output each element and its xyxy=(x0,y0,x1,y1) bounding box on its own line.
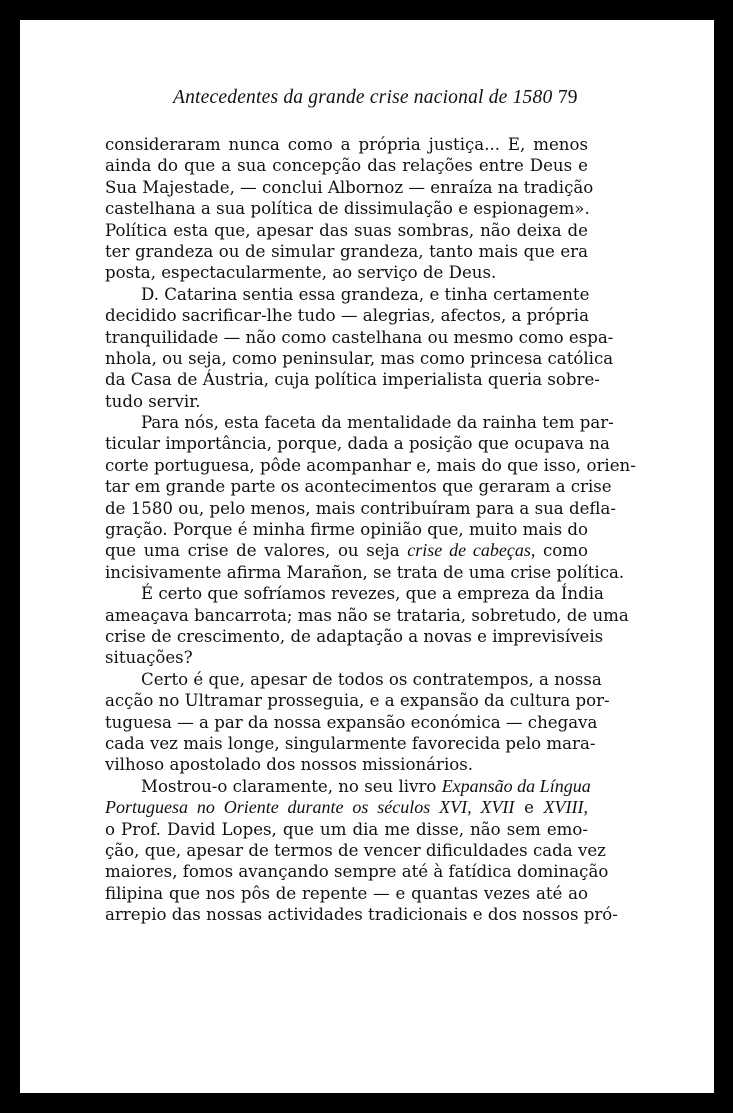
paragraph-first-line xyxy=(105,775,591,797)
line-text: Mostrou-o claramente, no seu livro xyxy=(141,776,442,796)
line-text: tuguesa — a par da nossa expansão económica — chegava xyxy=(105,712,598,732)
line-text: castelhana a sua política de dissimulação e espionagem». xyxy=(105,199,590,219)
line-text: consideraram nunca como a própria justiça... E, menos xyxy=(105,135,588,154)
text-line xyxy=(105,904,618,925)
text-line xyxy=(105,819,588,840)
line-text: ticular importância, porque, dada a posição que ocupava na xyxy=(105,434,610,454)
text-line xyxy=(105,647,588,668)
line-text: Sua Majestade, — conclui Albornoz — enraíza na tradição xyxy=(105,177,594,197)
line-text: cada vez mais longe, singularmente favorecida pelo mara- xyxy=(105,733,596,753)
text-line xyxy=(105,861,609,882)
line-text: tranquilidade — não como castelhana ou mesmo como espa- xyxy=(105,327,614,347)
line-text: acção no Ultramar prosseguia, e a expansão da cultura por- xyxy=(105,691,610,711)
book-title-italic: XVIII, xyxy=(543,797,589,818)
line-text: como xyxy=(535,541,588,561)
line-text: crise de crescimento, de adaptação a novas e imprevisíveis xyxy=(105,626,604,646)
text-line xyxy=(105,476,612,497)
page-number: 79 xyxy=(558,87,578,108)
text-line xyxy=(105,605,629,626)
book-title-italic: Expansão da Língua xyxy=(441,775,591,796)
paragraph-first-line xyxy=(105,583,604,604)
text-line xyxy=(105,391,588,412)
text-line xyxy=(105,305,588,326)
text-line xyxy=(105,733,596,754)
text-line xyxy=(105,455,636,476)
text-line xyxy=(105,562,625,583)
text-line xyxy=(105,348,614,369)
text-line xyxy=(105,540,588,561)
text-line xyxy=(105,262,588,283)
line-text: da Casa de Áustria, cuja política imperialista queria sobre- xyxy=(105,370,600,390)
line-text: tar em grande parte os acontecimentos que geraram a crise xyxy=(105,477,612,497)
line-text: Certo é que, apesar de todos os contratempos, a nossa xyxy=(141,669,602,689)
paragraph-first-line xyxy=(105,284,588,305)
line-text: de 1580 ou, pelo menos, mais contribuíram para a sua defla- xyxy=(105,498,616,518)
line-text: ter grandeza ou de simular grandeza, tanto mais que era xyxy=(105,241,588,261)
text-line xyxy=(105,626,604,647)
text-line xyxy=(105,155,588,176)
line-text: Política esta que, apesar das suas sombras, não deixa de xyxy=(105,220,588,240)
body-text xyxy=(105,134,636,925)
line-text: que uma crise de valores, ou seja xyxy=(105,541,408,561)
text-line xyxy=(105,690,610,711)
line-text: nhola, ou seja, como peninsular, mas como princesa católica xyxy=(105,348,614,368)
text-line xyxy=(105,134,588,155)
line-text: decidido sacrificar-lhe tudo — alegrias, afectos, a própria xyxy=(105,306,589,326)
line-text: maiores, fomos avançando sempre até à fatídica dominação xyxy=(105,862,609,882)
text-line xyxy=(105,241,588,262)
paragraph-first-line xyxy=(105,412,614,433)
text-line xyxy=(105,883,588,904)
line-text: vilhoso apostolado dos nossos missionários. xyxy=(105,755,474,775)
line-text: ainda do que a sua concepção das relações entre Deus e xyxy=(105,156,588,176)
line-text: o Prof. David Lopes, que um dia me disse, não sem emo- xyxy=(105,819,588,839)
paragraph-first-line xyxy=(105,669,602,690)
line-text: tudo servir. xyxy=(105,391,201,411)
running-title: Antecedentes da grande crise nacional de 1580 xyxy=(173,87,553,108)
text-line xyxy=(105,177,594,198)
line-text: arrepio das nossas actividades tradicionais e dos nossos pró- xyxy=(105,905,618,925)
line-text: filipina que nos pôs de repente — e quantas vezes até ao xyxy=(105,883,588,903)
text-line xyxy=(105,754,588,775)
line-text: gração. Porque é minha firme opinião que, muito mais do xyxy=(105,520,588,540)
text-line xyxy=(105,369,600,390)
text-line xyxy=(105,433,610,454)
line-text: e xyxy=(514,798,544,818)
book-page xyxy=(20,20,714,1093)
text-line xyxy=(105,840,606,861)
page-header xyxy=(20,87,713,117)
text-line xyxy=(105,498,616,519)
text-line xyxy=(105,519,588,540)
line-text: ameaçava bancarrota; mas não se trataria, sobretudo, de uma xyxy=(105,605,629,625)
italic-phrase: crise de cabeças, xyxy=(407,540,536,561)
line-text: situações? xyxy=(105,648,193,668)
text-line xyxy=(105,327,614,348)
line-text: D. Catarina sentia essa grandeza, e tinha certamente xyxy=(141,284,590,304)
text-line xyxy=(105,797,588,818)
line-text: É certo que sofríamos revezes, que a empreza da Índia xyxy=(141,584,604,604)
line-text: ção, que, apesar de termos de vencer dificuldades cada vez xyxy=(105,840,606,860)
line-text: incisivamente afirma Marañon, se trata de uma crise política. xyxy=(105,562,625,582)
text-line xyxy=(105,220,588,241)
line-text: Para nós, esta faceta da mentalidade da rainha tem par- xyxy=(141,413,614,433)
book-title-italic: Portuguesa no Oriente durante os séculos XVI, XVII xyxy=(105,797,515,818)
text-line xyxy=(105,198,588,219)
line-text: posta, espectacularmente, ao serviço de Deus. xyxy=(105,263,497,283)
line-text: corte portuguesa, pôde acompanhar e, mais do que isso, orien- xyxy=(105,455,636,475)
text-line xyxy=(105,712,598,733)
